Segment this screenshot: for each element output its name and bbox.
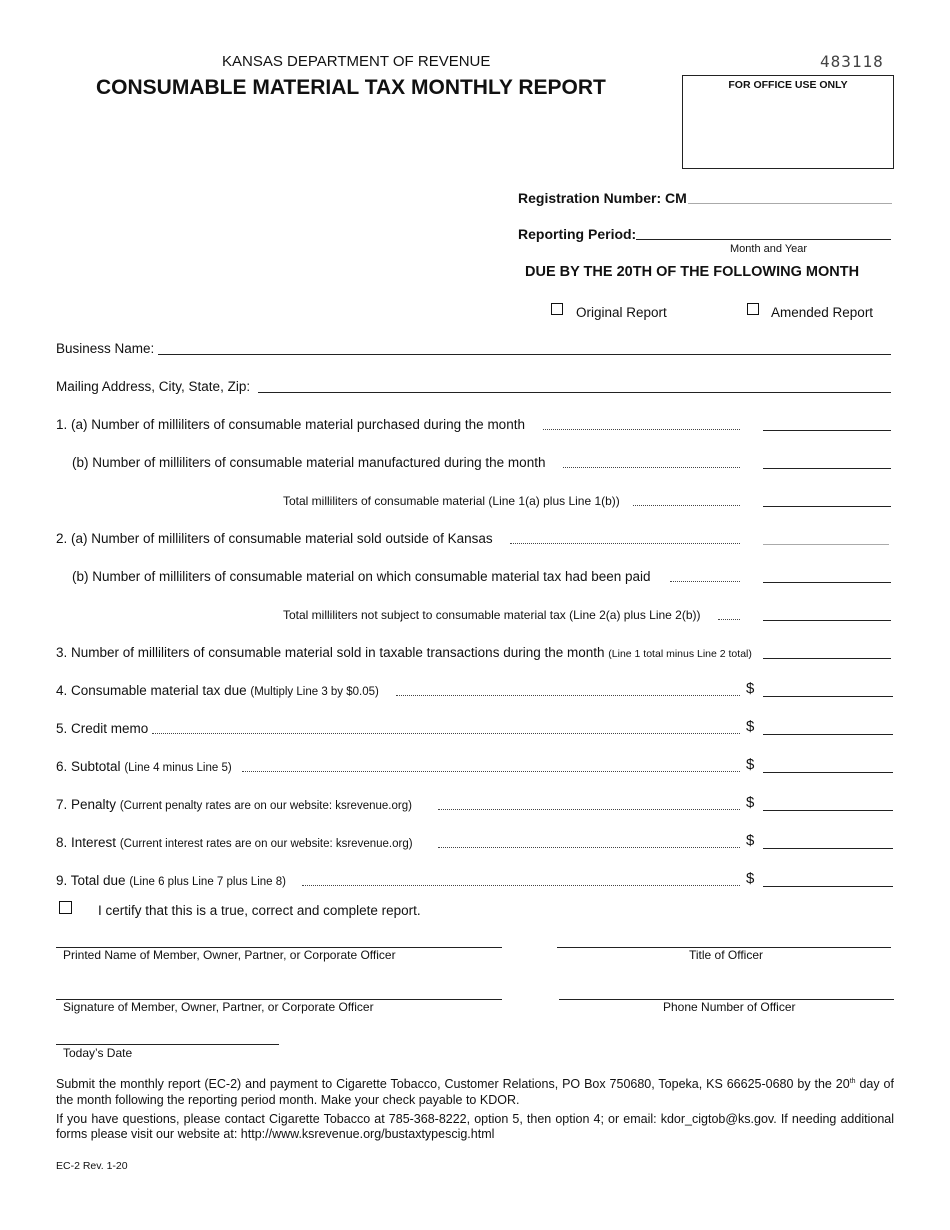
registration-number-field[interactable] <box>688 203 892 204</box>
line-8-label <box>56 835 413 850</box>
line-7-currency: $ <box>746 794 755 811</box>
line-2a-label: 2. (a) Number of milliliters of consumable material sold outside of Kansas <box>56 531 493 546</box>
line-6-currency: $ <box>746 756 755 773</box>
mailing-address-field[interactable] <box>258 392 891 393</box>
office-use-label: FOR OFFICE USE ONLY <box>728 79 848 91</box>
line-9-note: (Line 6 plus Line 7 plus Line 8) <box>129 876 286 888</box>
line-3-label <box>56 645 752 660</box>
revision-code: EC-2 Rev. 1-20 <box>56 1160 128 1172</box>
submit-text-a: Submit the monthly report (EC-2) and payment to Cigarette Tobacco, Customer Relations, PO Box 750680, Topeka, KS 66625-0680 by the 20 <box>56 1077 850 1092</box>
line-4-leader <box>396 695 740 696</box>
line-9-label <box>56 873 286 888</box>
business-name-field[interactable] <box>158 354 891 355</box>
submit-sup: th <box>849 1078 856 1085</box>
period-hint: Month and Year <box>730 243 808 255</box>
line-5-leader <box>152 733 740 734</box>
line-2-total-leader <box>718 619 740 620</box>
line-6-note: (Line 4 minus Line 5) <box>124 762 232 774</box>
original-report-checkbox[interactable] <box>551 303 563 315</box>
line-3-note: (Line 1 total minus Line 2 total) <box>608 648 752 660</box>
line-6-leader <box>242 771 740 772</box>
line-1-total-leader <box>633 505 740 506</box>
line-1a-label: 1. (a) Number of milliliters of consumable material purchased during the month <box>56 417 525 432</box>
line-5-field[interactable] <box>763 734 893 735</box>
amended-report-checkbox[interactable] <box>747 303 759 315</box>
line-6-label <box>56 759 232 774</box>
agency-name: KANSAS DEPARTMENT OF REVENUE <box>222 53 491 70</box>
line-2b-field[interactable] <box>763 582 891 583</box>
line-5-label: 5. Credit memo <box>56 721 149 736</box>
line-1-total-label: Total milliliters of consumable material (Line 1(a) plus Line 1(b)) <box>283 494 620 508</box>
form-code: 483118 <box>820 52 884 71</box>
line-9-field[interactable] <box>763 886 893 887</box>
line-3-text: 3. Number of milliliters of consumable material sold in taxable transactions during the month <box>56 645 605 660</box>
line-2b-label: (b) Number of milliliters of consumable material on which consumable material tax had been paid <box>72 569 651 584</box>
line-8-leader <box>438 847 740 848</box>
line-4-text: 4. Consumable material tax due <box>56 683 247 698</box>
line-1b-field[interactable] <box>763 468 891 469</box>
date-field[interactable] <box>56 1044 279 1045</box>
office-use-box <box>682 75 894 169</box>
officer-title-label: Title of Officer <box>689 948 764 962</box>
line-1-total-field[interactable] <box>763 506 891 507</box>
line-4-label <box>56 683 379 698</box>
line-8-currency: $ <box>746 832 755 849</box>
line-7-field[interactable] <box>763 810 893 811</box>
printed-name-label: Printed Name of Member, Owner, Partner, or Corporate Officer <box>63 948 396 962</box>
line-2a-leader <box>510 543 740 544</box>
line-8-field[interactable] <box>763 848 893 849</box>
line-7-note: (Current penalty rates are on our website: ksrevenue.org) <box>119 800 412 812</box>
contact-info: If you have questions, please contact Cigarette Tobacco at 785-368-8222, option 5, then option 4; or email: kdor_cigtob@ks.gov. If needing additional forms please visit our website at: http://www.ksrevenue.org/bustaxtypescig.html <box>56 1112 894 1141</box>
line-5-currency: $ <box>746 718 755 735</box>
date-label: Today’s Date <box>63 1046 133 1060</box>
line-1b-label: (b) Number of milliliters of consumable material manufactured during the month <box>72 455 546 470</box>
signature-label: Signature of Member, Owner, Partner, or Corporate Officer <box>63 1000 374 1014</box>
due-notice: DUE BY THE 20TH OF THE FOLLOWING MONTH <box>525 264 860 280</box>
line-2-total-field[interactable] <box>763 620 891 621</box>
certify-checkbox[interactable] <box>59 901 72 914</box>
line-2b-leader <box>670 581 740 582</box>
line-4-note: (Multiply Line 3 by $0.05) <box>250 686 379 698</box>
reporting-period-field[interactable] <box>636 239 891 240</box>
line-1a-field[interactable] <box>763 430 891 431</box>
line-1b-leader <box>563 467 740 468</box>
line-7-text: 7. Penalty <box>56 797 117 812</box>
line-8-text: 8. Interest <box>56 835 117 850</box>
submit-text-b: day of the month following the reporting period month. Make your check payable to KDOR. <box>56 1077 894 1108</box>
certify-text: I certify that this is a true, correct and complete report. <box>98 903 421 918</box>
form-title: CONSUMABLE MATERIAL TAX MONTHLY REPORT <box>96 76 606 99</box>
mailing-address-label: Mailing Address, City, State, Zip: <box>56 379 251 394</box>
registration-label: Registration Number: CM <box>518 190 687 206</box>
officer-phone-label: Phone Number of Officer <box>663 1000 796 1014</box>
line-9-leader <box>302 885 740 886</box>
business-name-label: Business Name: <box>56 341 155 356</box>
line-6-field[interactable] <box>763 772 893 773</box>
line-2-total-label: Total milliliters not subject to consumable material tax (Line 2(a) plus Line 2(b)) <box>283 608 701 622</box>
line-3-field[interactable] <box>763 658 891 659</box>
line-6-text: 6. Subtotal <box>56 759 121 774</box>
original-report-label: Original Report <box>576 305 667 320</box>
line-2a-field[interactable] <box>763 544 889 545</box>
submit-instructions <box>56 1074 894 1108</box>
amended-report-label: Amended Report <box>771 305 874 320</box>
line-7-leader <box>438 809 740 810</box>
line-9-currency: $ <box>746 870 755 887</box>
reporting-period-label: Reporting Period: <box>518 226 637 242</box>
line-1a-leader <box>543 429 740 430</box>
line-8-note: (Current interest rates are on our website: ksrevenue.org) <box>119 838 413 850</box>
line-7-label <box>56 797 412 812</box>
line-4-field[interactable] <box>763 696 893 697</box>
line-9-text: 9. Total due <box>56 873 126 888</box>
line-4-currency: $ <box>746 680 755 697</box>
